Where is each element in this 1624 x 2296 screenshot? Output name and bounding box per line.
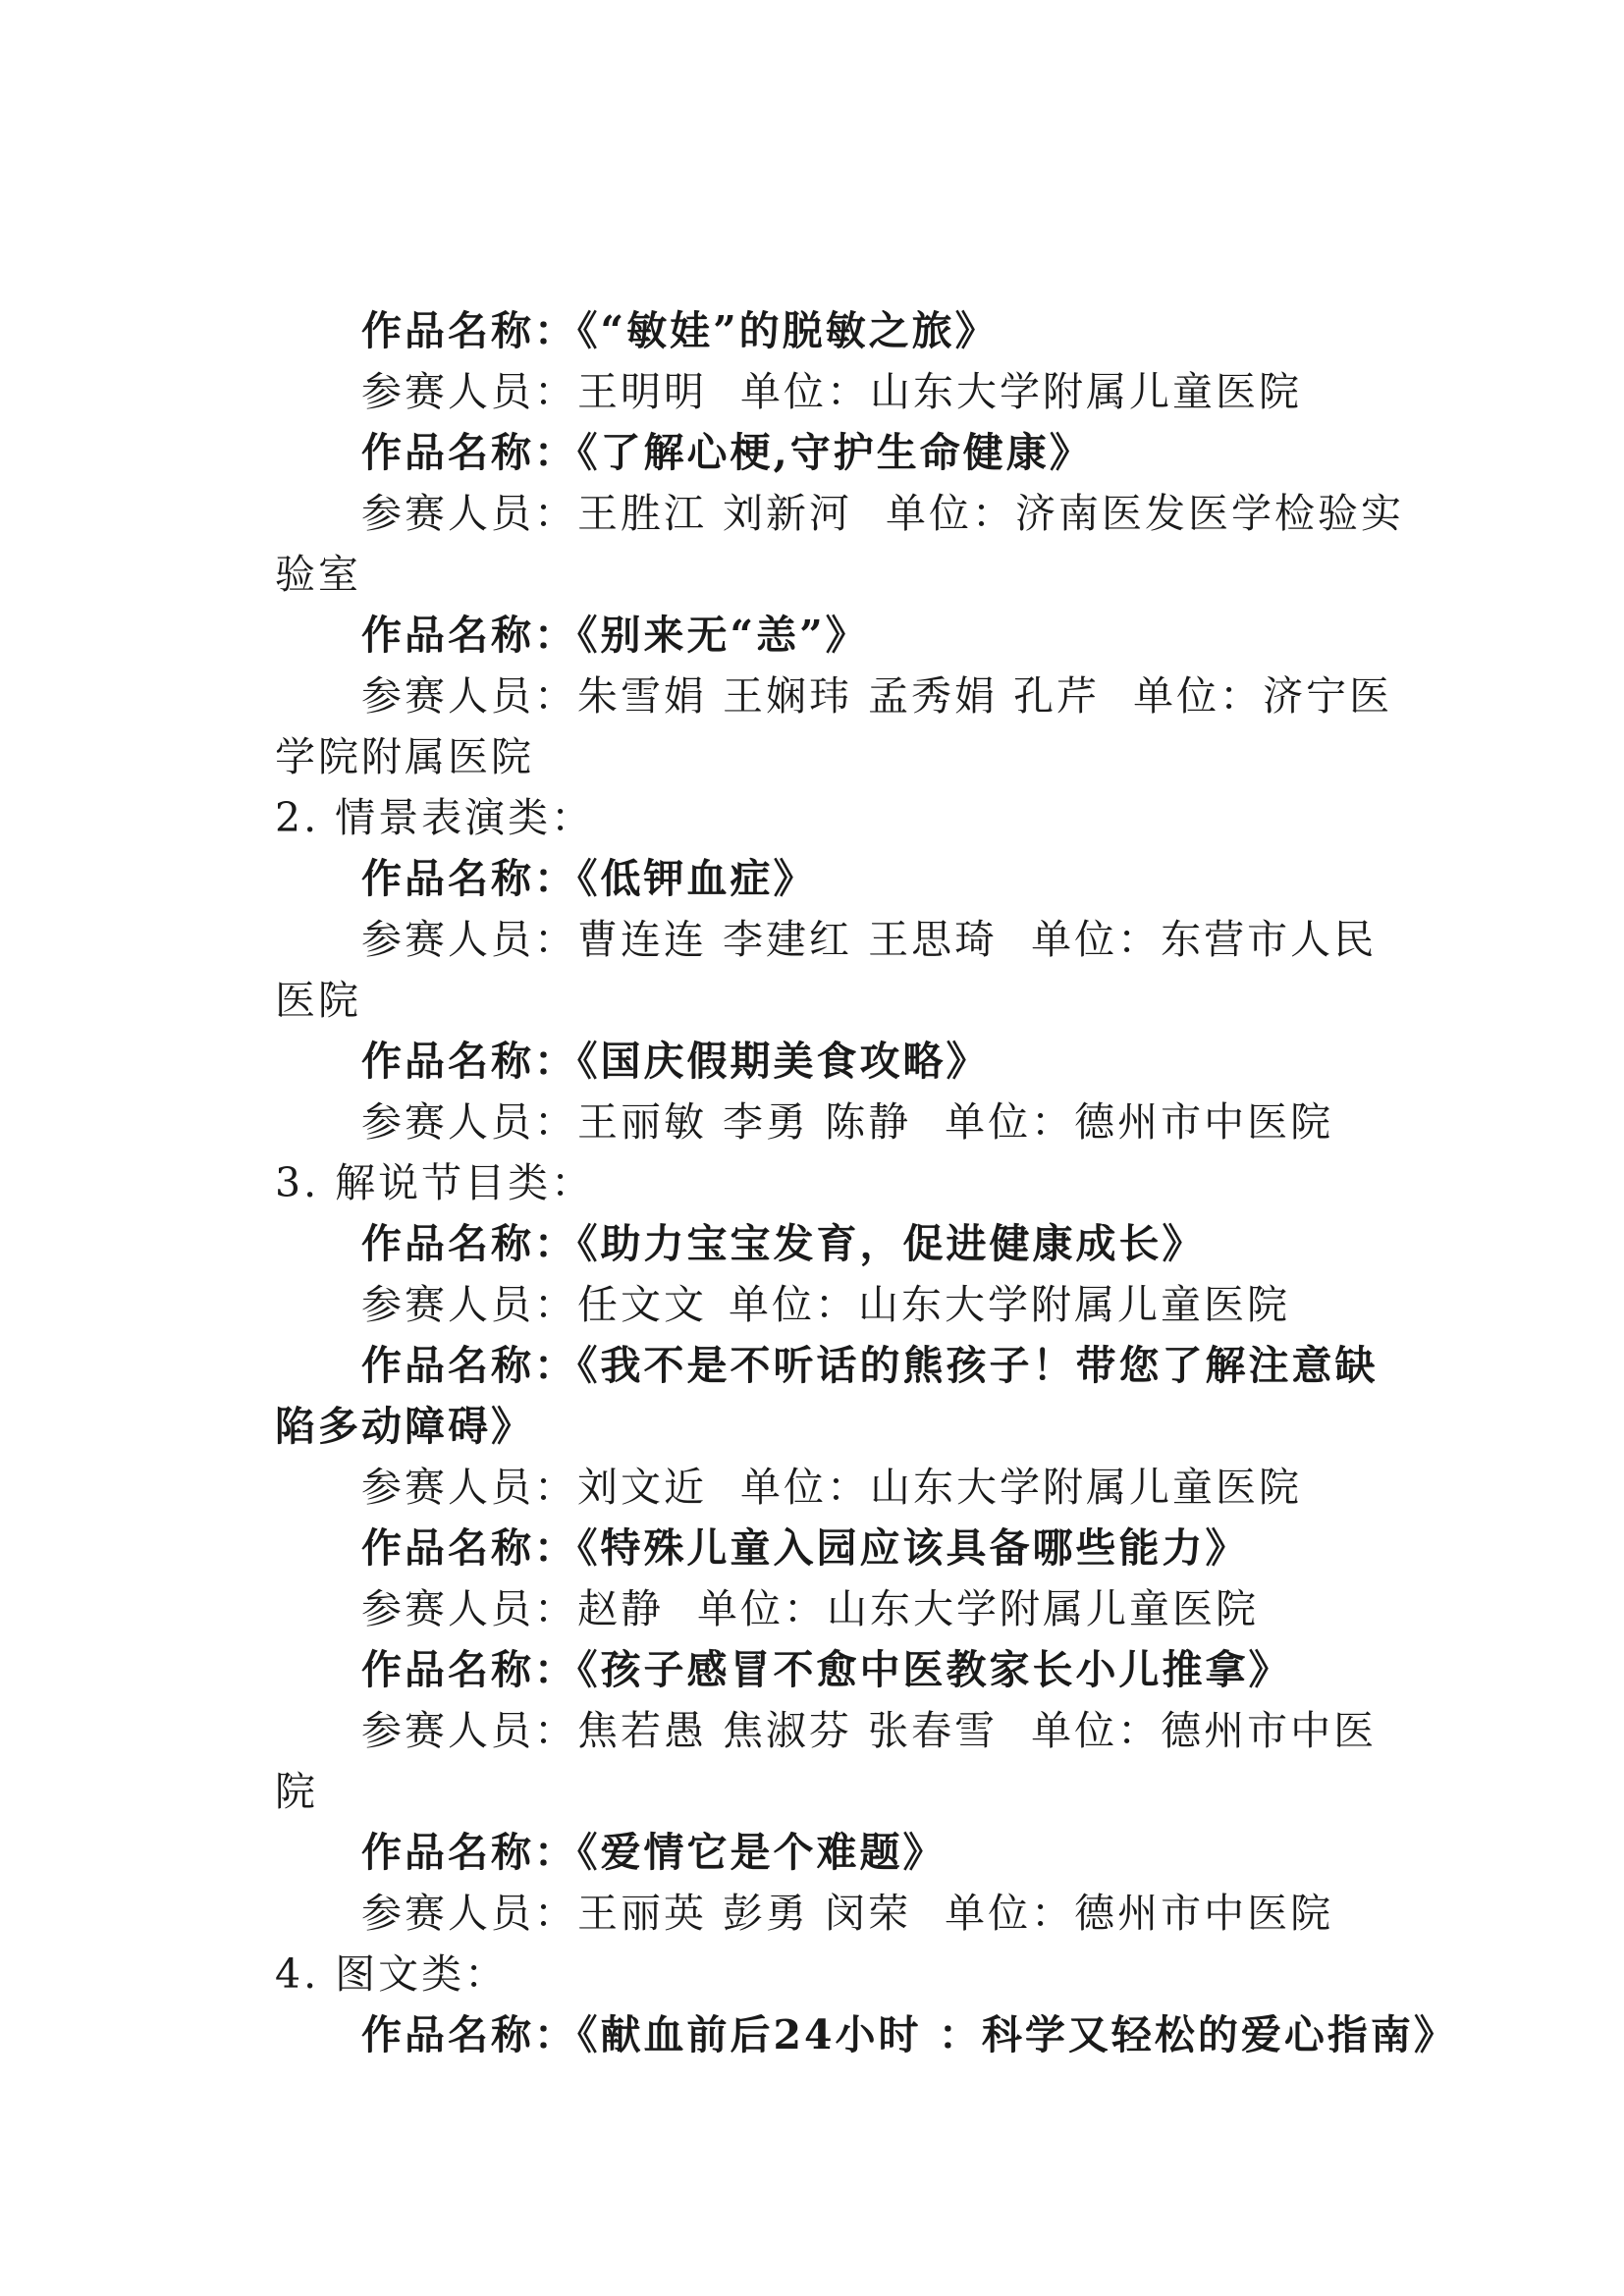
participants-line: 参赛人员：王明明 单位：山东大学附属儿童医院 [361,368,1302,415]
work-title: 《“敏娃”的脱敏之旅》 [577,307,999,354]
work-name-line: 作品名称：《国庆假期美食攻略》 [361,1038,990,1085]
participants: 王明明 [577,368,707,415]
work-title: 《献血前后24小时 ：科学又轻松的爱心指南》 [577,2011,1457,2058]
participants: 刘文近 [577,1464,707,1511]
unit: 德州市中医 [1161,1707,1378,1754]
unit-continuation: 医院 [275,977,361,1024]
work-name-line: 作品名称：《孩子感冒不愈中医教家长小儿推拿》 [361,1646,1292,1693]
unit: 济南医发医学检验实 [1015,490,1405,537]
section-heading: 4. 图文类： [275,1950,509,1998]
work-name-line: 作品名称：《低钾血症》 [361,855,817,902]
work-title-continuation: 陷多动障碍》 [275,1403,534,1450]
unit-continuation: 学院附属医院 [275,733,534,780]
participants: 焦若愚 焦淑芬 张春雪 [577,1707,999,1754]
participants-line: 参赛人员：王胜江 刘新河 单位：济南医发医学检验实 [361,490,1405,537]
work-title: 《国庆假期美食攻略》 [577,1038,990,1085]
participants: 任文文 [577,1281,707,1328]
unit: 东营市人民 [1161,916,1378,963]
work-title: 《我不是不听话的熊孩子！带您了解注意缺 [577,1342,1379,1389]
work-name-line: 作品名称：《献血前后24小时 ：科学又轻松的爱心指南》 [361,2011,1457,2058]
section-heading: 3. 解说节目类： [275,1159,595,1206]
participants-line: 参赛人员：王丽英 彭勇 闵荣 单位：德州市中医院 [361,1890,1334,1937]
participants: 朱雪娟 王娴玮 孟秀娟 孔芹 [577,672,1101,720]
work-title: 《别来无“恙”》 [577,612,869,659]
unit-continuation: 院 [275,1768,318,1815]
participants: 王丽敏 李勇 陈静 [577,1098,912,1146]
work-name-line: 作品名称：《爱情它是个难题》 [361,1829,947,1876]
participants: 赵静 [577,1585,664,1632]
unit-continuation: 验室 [275,551,361,598]
work-title: 《助力宝宝发育，促进健康成长》 [577,1220,1206,1267]
participants: 王胜江 刘新河 [577,490,853,537]
unit: 德州市中医院 [1074,1890,1334,1937]
section-heading: 2. 情景表演类： [275,794,595,841]
unit: 山东大学附属儿童医院 [870,368,1302,415]
unit: 山东大学附属儿童医院 [858,1281,1290,1328]
work-title: 《特殊儿童入园应该具备哪些能力》 [577,1524,1249,1572]
unit: 山东大学附属儿童医院 [870,1464,1302,1511]
participants-line: 参赛人员：朱雪娟 王娴玮 孟秀娟 孔芹 单位：济宁医 [361,672,1393,720]
unit: 德州市中医院 [1074,1098,1334,1146]
unit: 济宁医 [1263,672,1393,720]
unit: 山东大学附属儿童医院 [827,1585,1259,1632]
participants: 王丽英 彭勇 闵荣 [577,1890,912,1937]
participants-line: 参赛人员：王丽敏 李勇 陈静 单位：德州市中医院 [361,1098,1334,1146]
work-name-line: 作品名称：《特殊儿童入园应该具备哪些能力》 [361,1524,1249,1572]
participants-line: 参赛人员：曹连连 李建红 王思琦 单位：东营市人民 [361,916,1378,963]
work-title: 《爱情它是个难题》 [577,1829,947,1876]
work-title: 《低钾血症》 [577,855,817,902]
work-name-line: 作品名称：《“敏娃”的脱敏之旅》 [361,307,999,354]
work-name-line: 作品名称：《了解心梗,守护生命健康》 [361,429,1093,476]
participants-line: 参赛人员：任文文 单位：山东大学附属儿童医院 [361,1281,1290,1328]
participants: 曹连连 李建红 王思琦 [577,916,999,963]
work-name-line: 作品名称：《别来无“恙”》 [361,612,869,659]
participants-line: 参赛人员：焦若愚 焦淑芬 张春雪 单位：德州市中医 [361,1707,1378,1754]
work-title: 《孩子感冒不愈中医教家长小儿推拿》 [577,1646,1292,1693]
work-name-line: 作品名称：《我不是不听话的熊孩子！带您了解注意缺 [361,1342,1379,1389]
participants-line: 参赛人员：赵静 单位：山东大学附属儿童医院 [361,1585,1259,1632]
work-title: 《了解心梗,守护生命健康》 [577,429,1093,476]
work-name-line: 作品名称：《助力宝宝发育，促进健康成长》 [361,1220,1206,1267]
participants-line: 参赛人员：刘文近 单位：山东大学附属儿童医院 [361,1464,1302,1511]
